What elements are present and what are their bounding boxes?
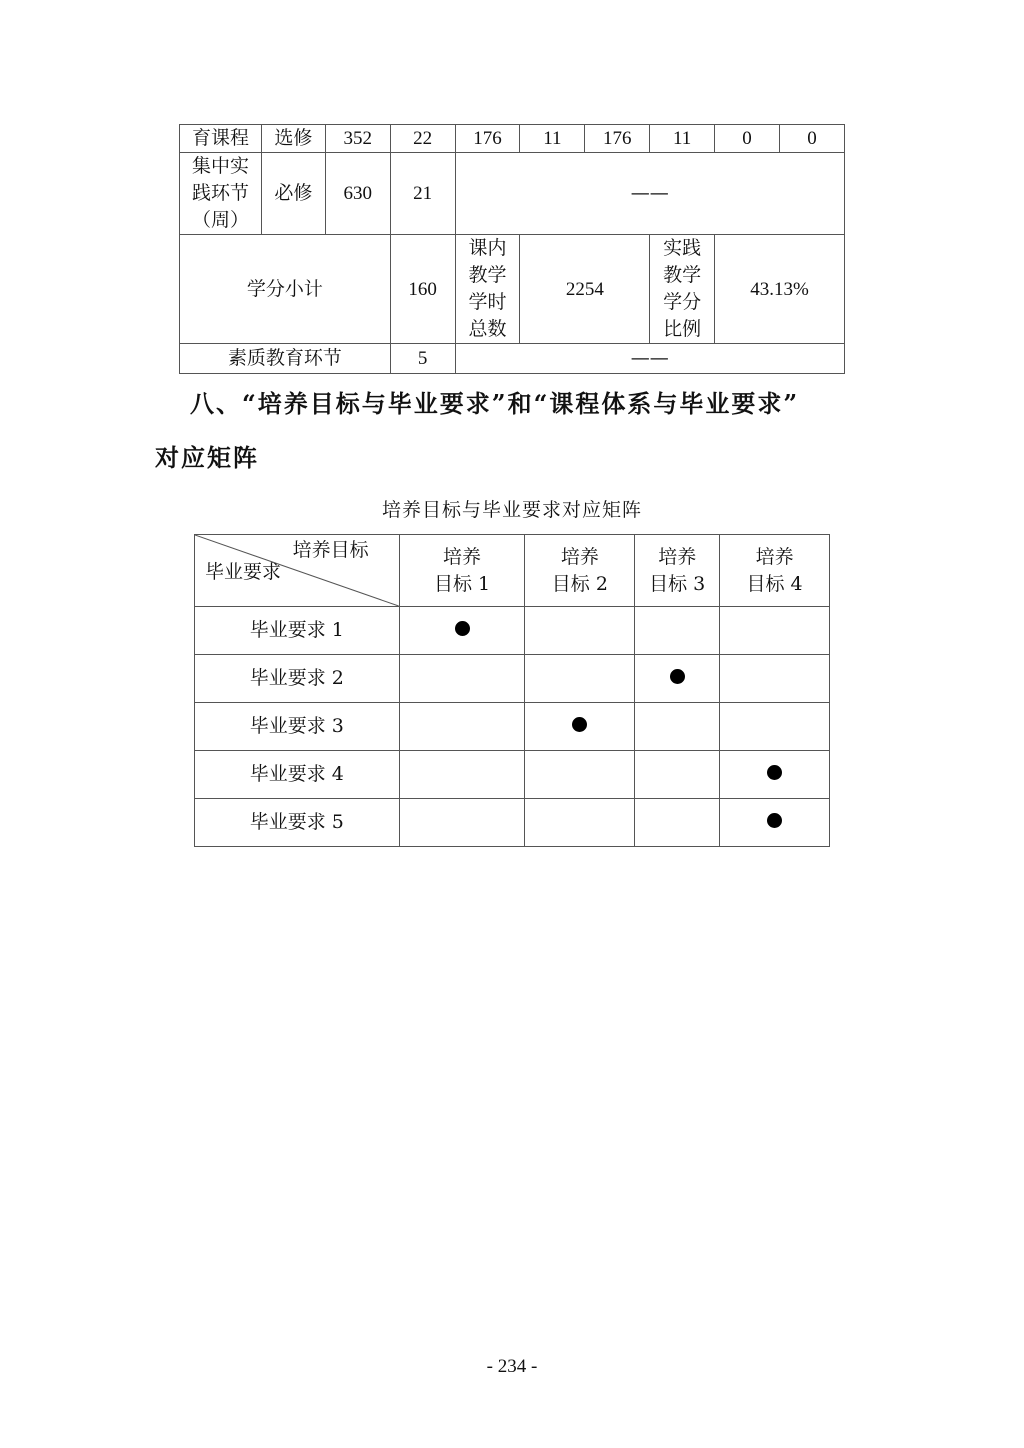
value-cell: 0 — [715, 125, 780, 153]
hours-cell: 630 — [325, 153, 390, 235]
corner-requirement-label: 毕业要求 — [205, 561, 282, 583]
requirement-label-cell: 毕业要求 1 — [195, 607, 400, 655]
support-dot-icon — [455, 621, 470, 636]
hours-label-line: 学时 — [468, 291, 507, 313]
goal-header-line: 培养 — [560, 545, 599, 568]
matrix-row — [195, 655, 830, 703]
matrix-cell — [720, 751, 830, 799]
course-type-cell: 必修 — [261, 153, 325, 235]
matrix-cell — [635, 799, 720, 847]
value-cell: 11 — [520, 125, 585, 153]
matrix-row — [195, 751, 830, 799]
requirement-label-cell: 毕业要求 3 — [195, 703, 400, 751]
total-hours-cell: 2254 — [520, 235, 650, 344]
matrix-cell — [720, 655, 830, 703]
matrix-cell — [399, 655, 525, 703]
ratio-label-line: 实践 — [663, 237, 702, 259]
matrix-cell — [720, 703, 830, 751]
matrix-cell — [399, 799, 525, 847]
support-dot-icon — [767, 765, 782, 780]
goal-header-line: 培养 — [443, 545, 482, 568]
credit-summary-table — [179, 124, 845, 374]
hours-label-line: 教学 — [468, 264, 507, 286]
value-cell: 176 — [455, 125, 520, 153]
matrix-corner-cell — [195, 535, 400, 607]
goal-header-line: 培养 — [658, 545, 697, 568]
matrix-cell — [635, 703, 720, 751]
summary-row-practice — [180, 153, 845, 235]
matrix-cell — [635, 655, 720, 703]
goal-header-line: 目标 2 — [551, 572, 608, 595]
quality-credits-cell: 5 — [390, 344, 455, 374]
matrix-cell — [399, 703, 525, 751]
matrix-row — [195, 703, 830, 751]
matrix-row — [195, 799, 830, 847]
summary-row-subtotal — [180, 235, 845, 344]
hours-label-line: 课内 — [468, 237, 507, 259]
practice-ratio-cell: 43.13% — [715, 235, 845, 344]
category-line: 集中实 — [191, 155, 249, 177]
value-cell: 0 — [780, 125, 845, 153]
quality-label-cell: 素质教育环节 — [180, 344, 391, 374]
goal-column-header — [399, 535, 525, 607]
course-type-cell: 选修 — [261, 125, 325, 153]
summary-row-elective — [180, 125, 845, 153]
goal-header-line: 培养 — [755, 545, 794, 568]
section-heading-continuation: 对应矩阵 — [155, 443, 259, 472]
value-cell: 22 — [390, 125, 455, 153]
requirement-label-cell: 毕业要求 2 — [195, 655, 400, 703]
ratio-label-line: 教学 — [663, 264, 702, 286]
ratio-label-line: 学分 — [663, 291, 702, 313]
subtotal-label-cell: 学分小计 — [180, 235, 391, 344]
empty-span-cell: —— — [455, 153, 844, 235]
matrix-cell — [720, 799, 830, 847]
matrix-cell — [525, 751, 635, 799]
matrix-row — [195, 607, 830, 655]
goal-header-line: 目标 1 — [433, 572, 491, 595]
matrix-cell — [525, 607, 635, 655]
hours-label-cell — [455, 235, 520, 344]
section-heading: 八、“培养目标与毕业要求”和“课程体系与毕业要求” — [190, 389, 800, 418]
category-line: 践环节 — [191, 182, 249, 204]
matrix-caption: 培养目标与毕业要求对应矩阵 — [381, 499, 642, 521]
goal-requirement-matrix — [194, 534, 830, 847]
value-cell: 352 — [325, 125, 390, 153]
matrix-cell — [525, 655, 635, 703]
support-dot-icon — [572, 717, 587, 732]
ratio-label-cell — [650, 235, 715, 344]
support-dot-icon — [767, 813, 782, 828]
requirement-label-cell: 毕业要求 5 — [195, 799, 400, 847]
goal-column-header — [635, 535, 720, 607]
matrix-cell — [399, 751, 525, 799]
matrix-cell — [720, 607, 830, 655]
matrix-body — [195, 607, 830, 847]
matrix-cell — [525, 799, 635, 847]
category-line: （周） — [191, 209, 249, 231]
matrix-cell — [399, 607, 525, 655]
matrix-cell — [635, 751, 720, 799]
matrix-header-row — [195, 535, 830, 607]
subtotal-credits-cell: 160 — [390, 235, 455, 344]
value-cell: 11 — [650, 125, 715, 153]
corner-goal-label: 培养目标 — [292, 539, 369, 561]
credits-cell: 21 — [390, 153, 455, 235]
empty-span-cell: —— — [455, 344, 844, 374]
ratio-label-line: 比例 — [663, 318, 702, 340]
goal-header-line: 目标 3 — [649, 572, 706, 595]
requirement-label-cell: 毕业要求 4 — [195, 751, 400, 799]
matrix-cell — [525, 703, 635, 751]
value-cell: 176 — [585, 125, 650, 153]
support-dot-icon — [670, 669, 685, 684]
goal-column-header — [720, 535, 830, 607]
matrix-cell — [635, 607, 720, 655]
goal-header-line: 目标 4 — [746, 572, 803, 595]
hours-label-line: 总数 — [468, 318, 507, 340]
category-cell: 育课程 — [180, 125, 262, 153]
summary-row-quality — [180, 344, 845, 374]
goal-column-header — [525, 535, 635, 607]
page-number: - 234 - — [486, 1356, 538, 1377]
category-cell — [180, 153, 262, 235]
